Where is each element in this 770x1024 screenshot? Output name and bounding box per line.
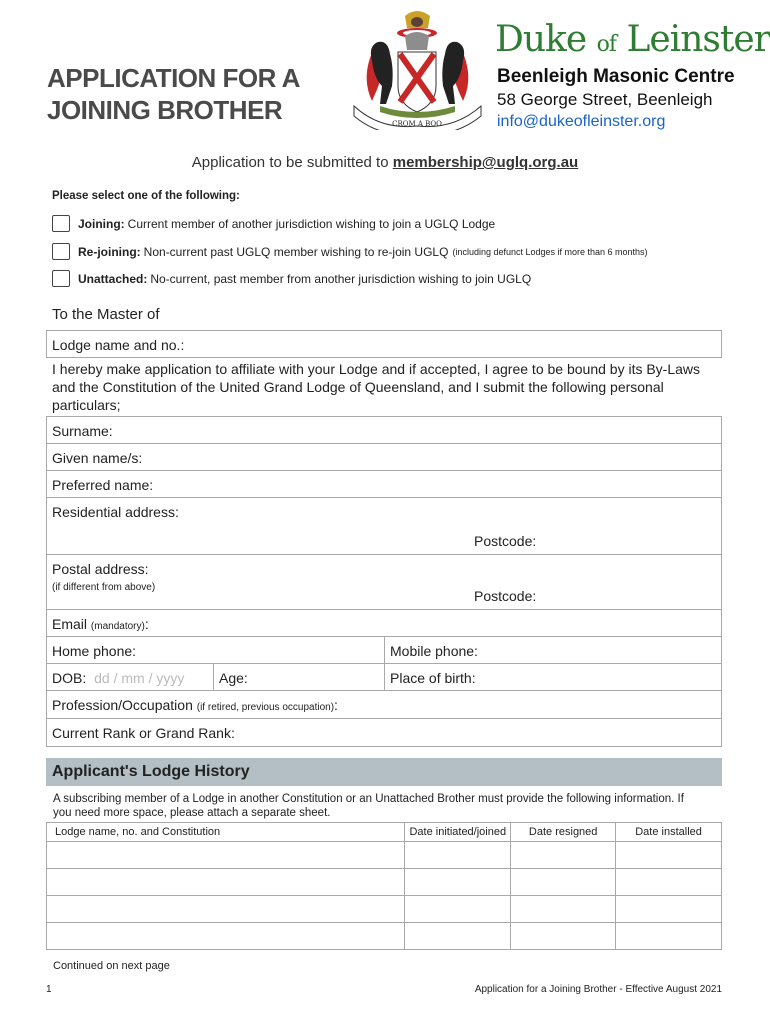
preferred-name-label: Preferred name: [52, 477, 154, 493]
column-header-installed: Date installed [616, 823, 722, 842]
profession-colon: : [334, 697, 338, 713]
age-field[interactable] [213, 663, 385, 691]
table-cell[interactable] [511, 842, 616, 869]
dob-text: DOB: [52, 670, 87, 686]
given-names-field[interactable] [46, 443, 722, 471]
surname-field[interactable] [46, 416, 722, 444]
table-cell[interactable] [405, 842, 511, 869]
home-phone-label: Home phone: [52, 643, 137, 659]
lodge-name-field[interactable] [46, 330, 722, 358]
table-row [47, 896, 722, 923]
column-header-lodge: Lodge name, no. and Constitution [47, 823, 405, 842]
option-joining[interactable] [52, 215, 495, 232]
dob-field[interactable] [46, 663, 214, 691]
table-cell[interactable] [47, 896, 405, 923]
postal-address-label [52, 561, 155, 593]
table-row [47, 869, 722, 896]
current-rank-label: Current Rank or Grand Rank: [52, 725, 235, 741]
profession-label [52, 697, 338, 713]
option-unattached[interactable] [52, 270, 531, 287]
option-note: (including defunct Lodges if more than 6 months) [452, 246, 648, 257]
current-rank-field[interactable] [46, 718, 722, 747]
table-cell[interactable] [616, 896, 722, 923]
lodge-name-label: Lodge name and no.: [52, 337, 185, 353]
crest-logo [350, 6, 485, 130]
dob-placeholder: dd / mm / yyyy [94, 670, 185, 686]
preferred-name-field[interactable] [46, 470, 722, 498]
dob-label [52, 670, 184, 686]
postal-postcode-label: Postcode: [474, 588, 537, 604]
page-title [47, 62, 300, 126]
page-number: 1 [46, 984, 52, 995]
option-text: Non-current past UGLQ member wishing to re-join UGLQ [143, 244, 449, 259]
footer-doc-title: Application for a Joining Brother - Effective August 2021 [474, 984, 722, 995]
mobile-phone-field[interactable] [384, 636, 722, 664]
table-cell[interactable] [511, 923, 616, 950]
residential-postcode-label: Postcode: [474, 533, 537, 549]
postal-address-field[interactable] [46, 554, 722, 610]
column-header-resigned: Date resigned [511, 823, 616, 842]
option-rejoining[interactable] [52, 243, 648, 260]
table-cell[interactable] [47, 869, 405, 896]
residential-address-label: Residential address: [52, 504, 179, 520]
table-cell[interactable] [405, 869, 511, 896]
email-note: (mandatory) [90, 621, 145, 632]
postal-address-text: Postal address: [52, 561, 149, 577]
unattached-checkbox[interactable] [52, 270, 70, 287]
age-label: Age: [219, 670, 248, 686]
profession-field[interactable] [46, 690, 722, 719]
declaration-text: I hereby make application to affiliate with your Lodge and if accepted, I agree to be bound by its By-Laws and the Constitution of the United Grand Lodge of Queensland, and I submit the following personal particulars; [52, 361, 701, 413]
table-cell[interactable] [616, 923, 722, 950]
column-header-initiated: Date initiated/joined [405, 823, 511, 842]
lodge-history-note: A subscribing member of a Lodge in another Constitution or an Unattached Brother must provide the following information. If you need more space, please attach a separate sheet. [53, 793, 684, 819]
profession-text: Profession/Occupation [52, 697, 193, 713]
email-text: Email [52, 616, 88, 632]
table-cell[interactable] [616, 842, 722, 869]
table-row [47, 842, 722, 869]
brand-address: 58 George Street, Beenleigh [497, 90, 713, 109]
brand-email-link[interactable]: info@dukeofleinster.org [497, 113, 666, 130]
table-cell[interactable] [616, 869, 722, 896]
mobile-phone-label: Mobile phone: [390, 643, 478, 659]
motto-text: CROM A BOO [392, 120, 442, 128]
to-master-heading: To the Master of [52, 306, 160, 323]
table-cell[interactable] [405, 896, 511, 923]
title-line-1: APPLICATION FOR A [47, 63, 300, 93]
email-colon: : [144, 616, 149, 632]
place-of-birth-field[interactable] [384, 663, 722, 691]
lodge-history-table [46, 822, 722, 950]
submit-instruction [0, 154, 770, 171]
continued-note: Continued on next page [53, 960, 170, 972]
brand-name-leinster: Leinster [626, 19, 770, 60]
option-bold: Joining: [78, 216, 125, 231]
postal-address-note: (if different from above) [52, 582, 156, 593]
option-text: No-current, past member from another jurisdiction wishing to join UGLQ [150, 271, 532, 286]
rejoining-checkbox[interactable] [52, 243, 70, 260]
brand-name-duke: Duke [495, 19, 587, 60]
joining-checkbox[interactable] [52, 215, 70, 232]
submit-prefix: Application to be submitted to [191, 154, 389, 171]
surname-label: Surname: [52, 423, 113, 439]
title-line-2: JOINING BROTHER [47, 95, 283, 125]
table-cell[interactable] [405, 923, 511, 950]
option-bold: Re-joining: [78, 244, 141, 259]
option-text: Current member of another jurisdiction wishing to join a UGLQ Lodge [127, 216, 496, 231]
residential-address-field[interactable] [46, 497, 722, 555]
home-phone-field[interactable] [46, 636, 385, 664]
option-bold: Unattached: [78, 271, 148, 286]
table-cell[interactable] [511, 896, 616, 923]
table-cell[interactable] [47, 923, 405, 950]
table-cell[interactable] [47, 842, 405, 869]
table-row [47, 923, 722, 950]
profession-note: (if retired, previous occupation) [196, 702, 335, 713]
lodge-history-heading: Applicant's Lodge History [46, 758, 722, 786]
brand-name [495, 18, 770, 67]
submit-email-link[interactable]: membership@uglq.org.au [392, 154, 579, 171]
brand-subtitle: Beenleigh Masonic Centre [497, 66, 735, 87]
selection-label: Please select one of the following: [52, 190, 240, 202]
place-of-birth-label: Place of birth: [390, 670, 476, 686]
table-cell[interactable] [511, 869, 616, 896]
brand-name-of: of [596, 32, 617, 57]
table-header-row [47, 823, 722, 842]
email-label [52, 616, 149, 632]
email-field[interactable] [46, 609, 722, 637]
given-names-label: Given name/s: [52, 450, 143, 466]
